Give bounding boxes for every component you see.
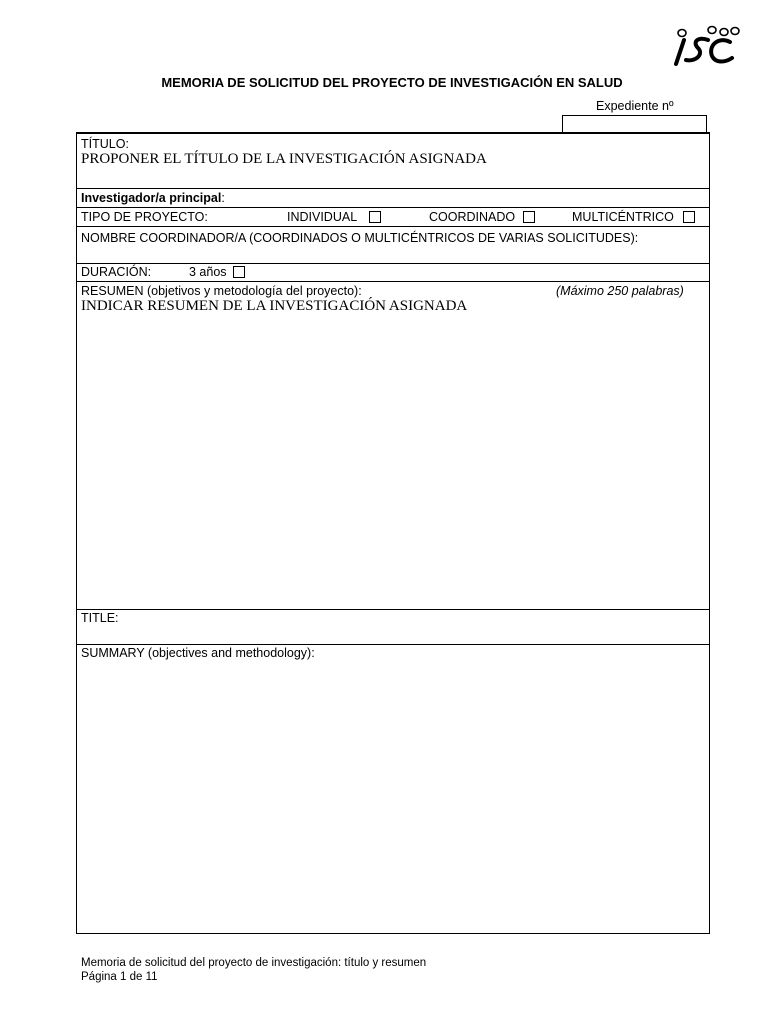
individual-checkbox[interactable] xyxy=(369,211,381,223)
duracion-option-label: 3 años xyxy=(189,265,227,279)
investigador-colon: : xyxy=(221,191,225,205)
divider xyxy=(77,226,709,227)
resumen-label: RESUMEN (objetivos y metodología del proyecto): xyxy=(81,284,362,298)
resumen-limit: (Máximo 250 palabras) xyxy=(556,284,684,298)
page-footer xyxy=(81,956,426,984)
divider xyxy=(77,207,709,208)
titulo-label: TÍTULO: xyxy=(81,137,129,151)
footer-document-name: Memoria de solicitud del proyecto de investigación: título y resumen xyxy=(81,957,427,969)
expediente-field[interactable] xyxy=(562,115,707,133)
duracion-3-anos-checkbox[interactable] xyxy=(233,266,245,278)
footer-page-number: Página 1 de 11 xyxy=(81,971,158,983)
titulo-field[interactable]: PROPONER EL TÍTULO DE LA INVESTIGACIÓN ASIGNADA xyxy=(81,151,487,167)
multicentrico-checkbox[interactable] xyxy=(683,211,695,223)
nombre-coordinador-field[interactable] xyxy=(77,246,709,262)
document-title: MEMORIA DE SOLICITUD DEL PROYECTO DE INVESTIGACIÓN EN SALUD xyxy=(161,75,623,90)
expediente-label: Expediente nº xyxy=(596,99,674,113)
divider xyxy=(77,281,709,282)
investigador-label: Investigador/a principal xyxy=(81,191,222,205)
investigador-field[interactable] xyxy=(81,191,225,205)
divider xyxy=(77,609,709,610)
resumen-field[interactable]: INDICAR RESUMEN DE LA INVESTIGACIÓN ASIGNADA xyxy=(81,298,468,314)
isciii-logo-icon xyxy=(668,24,744,70)
summary-field[interactable] xyxy=(77,662,709,932)
coordinado-label: COORDINADO xyxy=(429,210,516,224)
multicentrico-label: MULTICÉNTRICO xyxy=(572,210,674,224)
divider xyxy=(77,188,709,189)
application-form xyxy=(76,133,710,934)
divider xyxy=(77,644,709,645)
individual-label: INDIVIDUAL xyxy=(287,210,358,224)
divider xyxy=(77,263,709,264)
summary-label: SUMMARY (objectives and methodology): xyxy=(81,646,315,660)
tipo-proyecto-label: TIPO DE PROYECTO: xyxy=(81,210,208,224)
nombre-coordinador-label: NOMBRE COORDINADOR/A (COORDINADOS O MULTICÉNTRICOS DE VARIAS SOLICITUDES): xyxy=(81,231,639,245)
title-field[interactable] xyxy=(77,626,709,642)
title-label: TITLE: xyxy=(81,611,119,625)
duracion-label: DURACIÓN: xyxy=(81,265,152,279)
coordinado-checkbox[interactable] xyxy=(523,211,535,223)
